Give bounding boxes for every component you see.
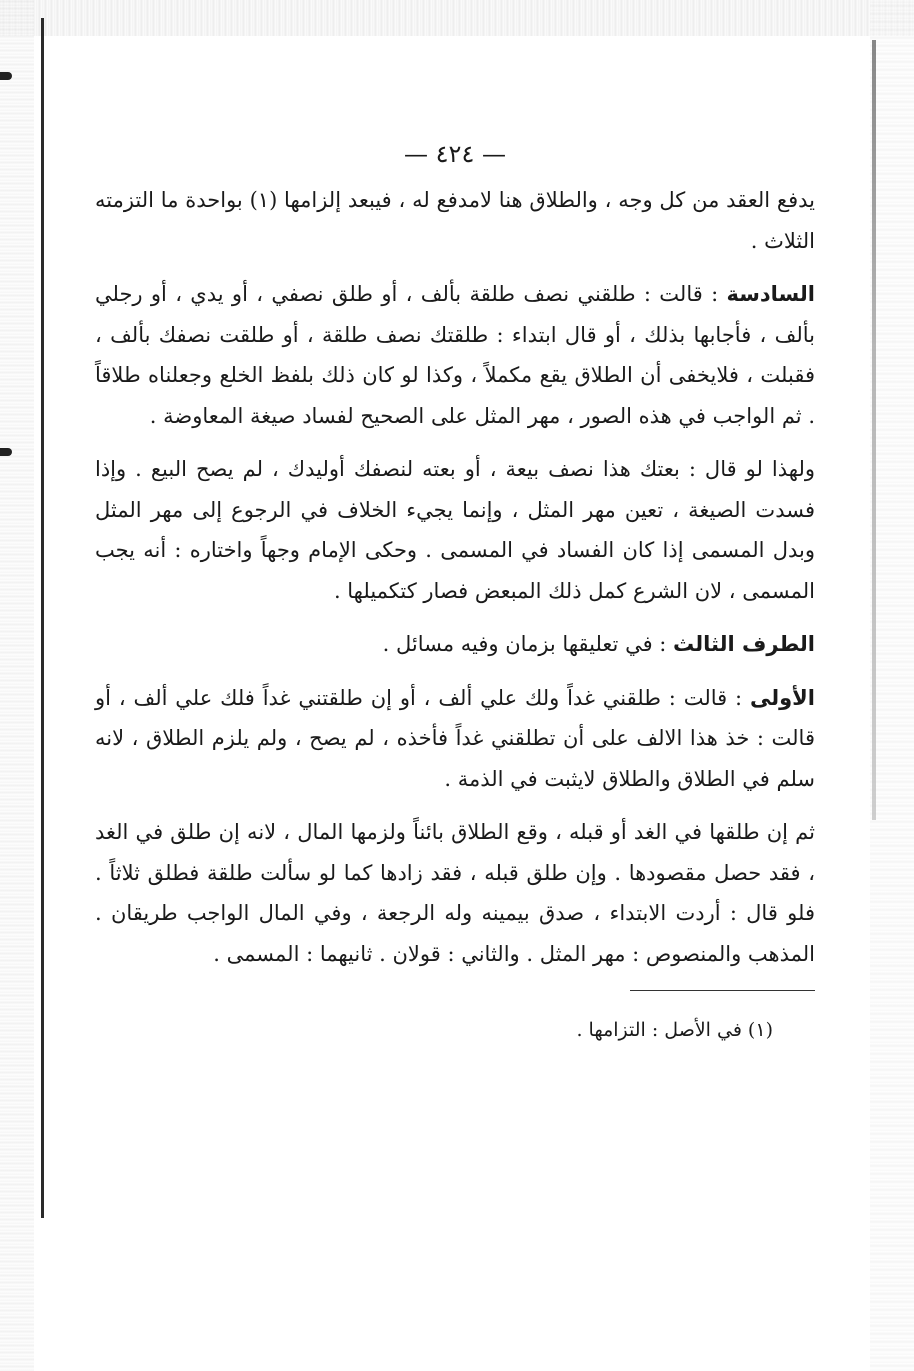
paragraph-6-text: ثم إن طلقها في الغد أو قبله ، وقع الطلاق بائناً ولزمها المال ، لانه إن طلق في الغد ، فقد حصل مقصودها . وإن طلق قبله ، فقد زادها كما لو سألت طلقة فطلق ثلاثاً . فلو قال : أردت الابتداء ، صدق بيمينه وله الرجعة ، وفي المال الواجب طريقان . المذهب والمنصوص : مهر المثل . والثاني : قولان . ثانيهما : المسمى . [95,820,815,966]
binding-mark [0,448,12,456]
paragraph-5 [95,678,815,800]
scan-noise-left [0,0,34,1371]
paragraph-4-text: : في تعليقها بزمان وفيه مسائل . [382,632,674,656]
paragraph-5-text: : قالت : طلقني غداً ولك علي ألف ، أو إن طلقتني غداً فلك علي ألف ، أو قالت : خذ هذا الالف على أن تطلقني غداً فأخذه ، لم يصح ، ولم يلزم الطلاق ، لانه سلم في الطلاق والطلاق لايثبت في الذمة . [95,685,815,791]
paragraph-3-text: ولهذا لو قال : بعتك هذا نصف بيعة ، أو بعته لنصفك أوليدك ، لم يصح البيع . وإذا فسدت الصيغة ، تعين مهر المثل ، وإنما يجيء الخلاف في الرجوع إلى مهر المثل وبدل المسمى إذا كان الفساد في المسمى . وحكى الإمام وجهاً واختاره : أنه يجب المسمى ، لان الشرع كمل ذلك المبعض فصار كتكميلها . [95,457,815,603]
paragraph-1-text: يدفع العقد من كل وجه ، والطلاق هنا لامدفع له ، فيبعد إلزامها (١) بواحدة ما التزمته الثلاث . [95,188,816,253]
paragraph-2-text: : قالت : طلقني نصف طلقة بألف ، أو طلق نصفي ، أو يدي ، أو رجلي بألف ، فأجابها بذلك ، أو قال ابتداء : طلقتك نصف طلقة ، أو طلقت نصفك بألف ، فقبلت ، فلايخفى أن الطلاق يقع مكملاً ، وكذا لو كان ذلك بلفظ الخلع وجعلناه طلاقاً . ثم الواجب في هذه الصور ، مهر المثل على الصحيح لفساد صيغة المعاوضة . [95,282,815,428]
scan-noise-top [0,0,914,36]
paragraph-6 [95,812,815,974]
paragraph-4 [95,624,815,665]
page-number: — ٤٢٤ — [404,140,506,168]
scan-noise-right [870,0,914,1371]
footnote-divider [630,990,815,991]
document-page [95,140,815,1045]
paragraph-1 [95,180,815,261]
paragraph-2 [95,274,815,436]
page-edge-left [41,18,44,1218]
section-heading: الأولى [749,685,815,710]
page-edge-right [872,40,876,820]
section-heading: السادسة [726,282,815,306]
footnote: (١) في الأصل : التزامها . [576,1019,773,1041]
paragraph-3 [95,449,815,611]
section-heading: الطرف الثالث [673,632,815,656]
binding-mark [0,72,12,80]
